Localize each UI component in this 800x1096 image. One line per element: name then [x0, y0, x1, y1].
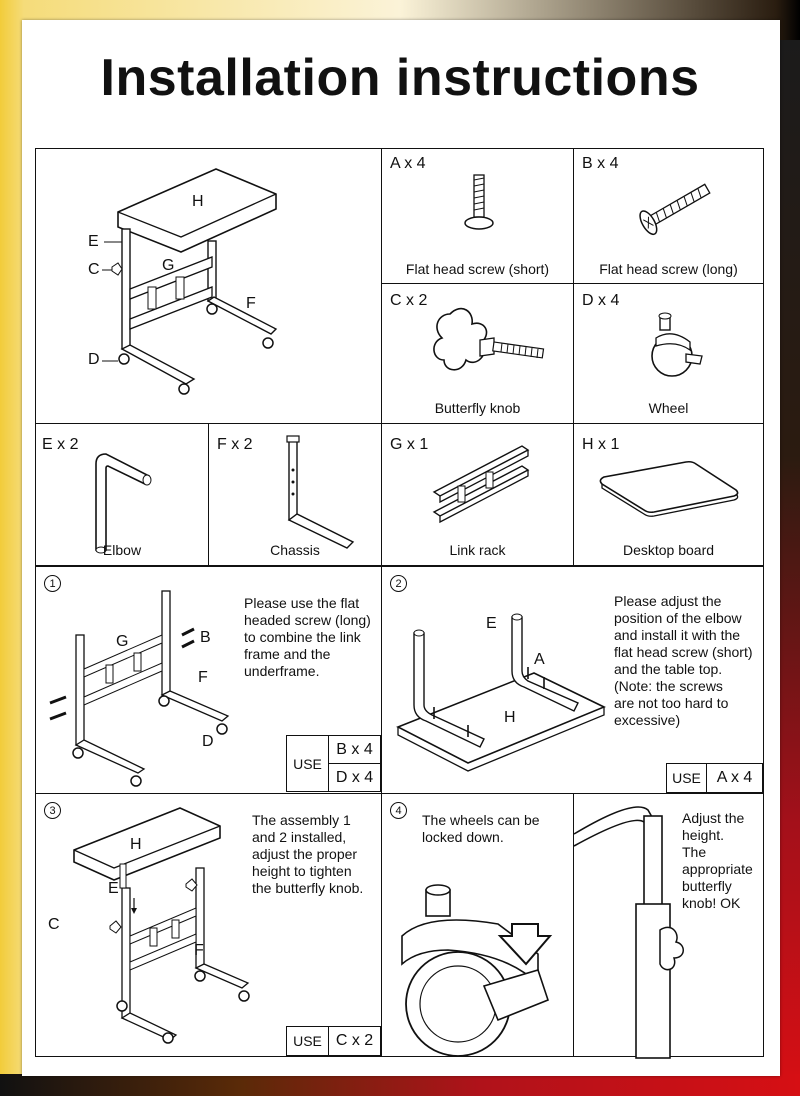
short-screw-icon [460, 175, 500, 235]
part-b-qty: B x 4 [582, 155, 619, 172]
step-2-line: position of the elbow [614, 610, 742, 626]
height-adjust-illustration [574, 794, 684, 1058]
part-a-name: Flat head screw (short) [405, 261, 550, 277]
part-c-cell [381, 283, 574, 424]
part-a-cell [381, 148, 574, 284]
step-3-use-value: C x 2 [328, 1026, 381, 1056]
step-3-label-c: C [48, 916, 60, 933]
wheel-lock-illustration [388, 874, 568, 1054]
step-1-number: 1 [44, 575, 61, 592]
step-1-line: Please use the flat [244, 595, 360, 611]
wheel-icon [646, 306, 726, 386]
step-2-line: Please adjust the [614, 593, 722, 609]
step-3-label-f: F [194, 942, 204, 959]
overview-label-h: H [192, 193, 204, 210]
overview-label-d: D [88, 351, 100, 368]
step-2-line: are not too hard to [614, 695, 729, 711]
step-1-instructions [244, 595, 380, 680]
chassis-icon [285, 440, 385, 550]
step-2-instructions [614, 593, 764, 729]
elbow-icon [91, 450, 171, 550]
part-b-name: Flat head screw (long) [599, 261, 738, 277]
link-rack-icon [430, 442, 540, 522]
overview-label-e: E [88, 233, 99, 250]
part-e-cell [35, 423, 209, 566]
overview-panel [35, 148, 382, 426]
step-1-line: frame and the [244, 646, 331, 662]
step-2-line: flat head screw (short) [614, 644, 753, 660]
border-band-bottom [0, 1074, 800, 1096]
part-b-cell [573, 148, 764, 284]
step-4-line: locked down. [422, 829, 504, 845]
step-1-illustration [46, 585, 246, 785]
step-4-line: The wheels can be [422, 812, 540, 828]
step-4-number: 4 [390, 802, 407, 819]
step-2-line: (Note: the screws [614, 678, 723, 694]
long-screw-icon [629, 179, 719, 239]
part-d-name: Wheel [648, 400, 689, 416]
height-adjust-line: Adjust the [682, 810, 745, 826]
part-e-qty: E x 2 [42, 436, 79, 453]
step-2-illustration [394, 587, 614, 787]
part-d-qty: D x 4 [582, 292, 620, 309]
part-h-cell [573, 423, 764, 566]
step-1-label-d: D [202, 733, 214, 750]
step-2-label-e: E [486, 615, 497, 632]
step-4-panel [381, 793, 574, 1057]
step-1-line: to combine the link [244, 629, 361, 645]
desktop-board-icon [596, 462, 746, 532]
part-h-name: Desktop board [622, 542, 715, 558]
overview-label-c: C [88, 261, 100, 278]
part-c-name: Butterfly knob [434, 400, 521, 416]
step-1-panel [35, 566, 382, 794]
part-a-qty: A x 4 [390, 155, 426, 172]
butterfly-knob-icon [432, 298, 562, 388]
step-2-label-h: H [504, 709, 516, 726]
step-1-label-b: B [200, 629, 211, 646]
overview-label-g: G [162, 257, 175, 274]
step-3-panel [35, 793, 382, 1057]
step-3-line: The assembly 1 [252, 812, 351, 828]
height-adjust-line: butterfly [682, 878, 732, 894]
step-2-number: 2 [390, 575, 407, 592]
step-3-use-label: USE [286, 1026, 329, 1056]
step-2-use-value: A x 4 [706, 763, 763, 793]
part-f-cell [208, 423, 382, 566]
step-2-panel [381, 566, 764, 794]
step-1-use-value: B x 4 [328, 735, 381, 764]
assembled-table-illustration [36, 149, 336, 409]
part-g-cell [381, 423, 574, 566]
step-3-line: the butterfly knob. [252, 880, 364, 896]
height-adjust-instructions [682, 810, 764, 912]
part-f-qty: F x 2 [217, 436, 253, 453]
part-g-name: Link rack [449, 542, 506, 558]
height-adjust-line: height. [682, 827, 725, 843]
page-title: Installation instructions [100, 49, 700, 107]
step-2-label-a: A [534, 651, 545, 668]
overview-label-f: F [246, 295, 256, 312]
step-1-label-f: F [198, 669, 208, 686]
height-adjust-line: The [682, 844, 707, 860]
step-3-line: adjust the proper [252, 846, 358, 862]
step-4-height-panel [573, 793, 764, 1057]
step-3-label-h: H [130, 836, 142, 853]
step-3-label-e: E [108, 880, 119, 897]
step-1-use-label: USE [286, 735, 329, 792]
part-c-qty: C x 2 [390, 292, 428, 309]
part-h-qty: H x 1 [582, 436, 620, 453]
step-1-label-g: G [116, 633, 129, 650]
border-band-right [778, 40, 800, 1080]
step-4-instructions [422, 812, 572, 846]
step-3-line: height to tighten [252, 863, 352, 879]
step-1-line: headed screw (long) [244, 612, 371, 628]
part-e-name: Elbow [102, 542, 142, 558]
part-f-name: Chassis [270, 542, 320, 558]
step-1-use-value: D x 4 [328, 763, 381, 792]
step-3-number: 3 [44, 802, 61, 819]
step-2-line: and the table top. [614, 661, 723, 677]
height-adjust-line: appropriate [682, 861, 753, 877]
step-2-line: and install it with the [614, 627, 741, 643]
step-2-use-label: USE [666, 763, 707, 793]
part-g-qty: G x 1 [390, 436, 429, 453]
step-1-line: underframe. [244, 663, 320, 679]
step-2-line: excessive) [614, 712, 681, 728]
step-3-instructions [252, 812, 380, 897]
height-adjust-line: knob! OK [682, 895, 741, 911]
step-3-illustration [70, 808, 270, 1038]
step-3-line: and 2 installed, [252, 829, 347, 845]
part-d-cell [573, 283, 764, 424]
